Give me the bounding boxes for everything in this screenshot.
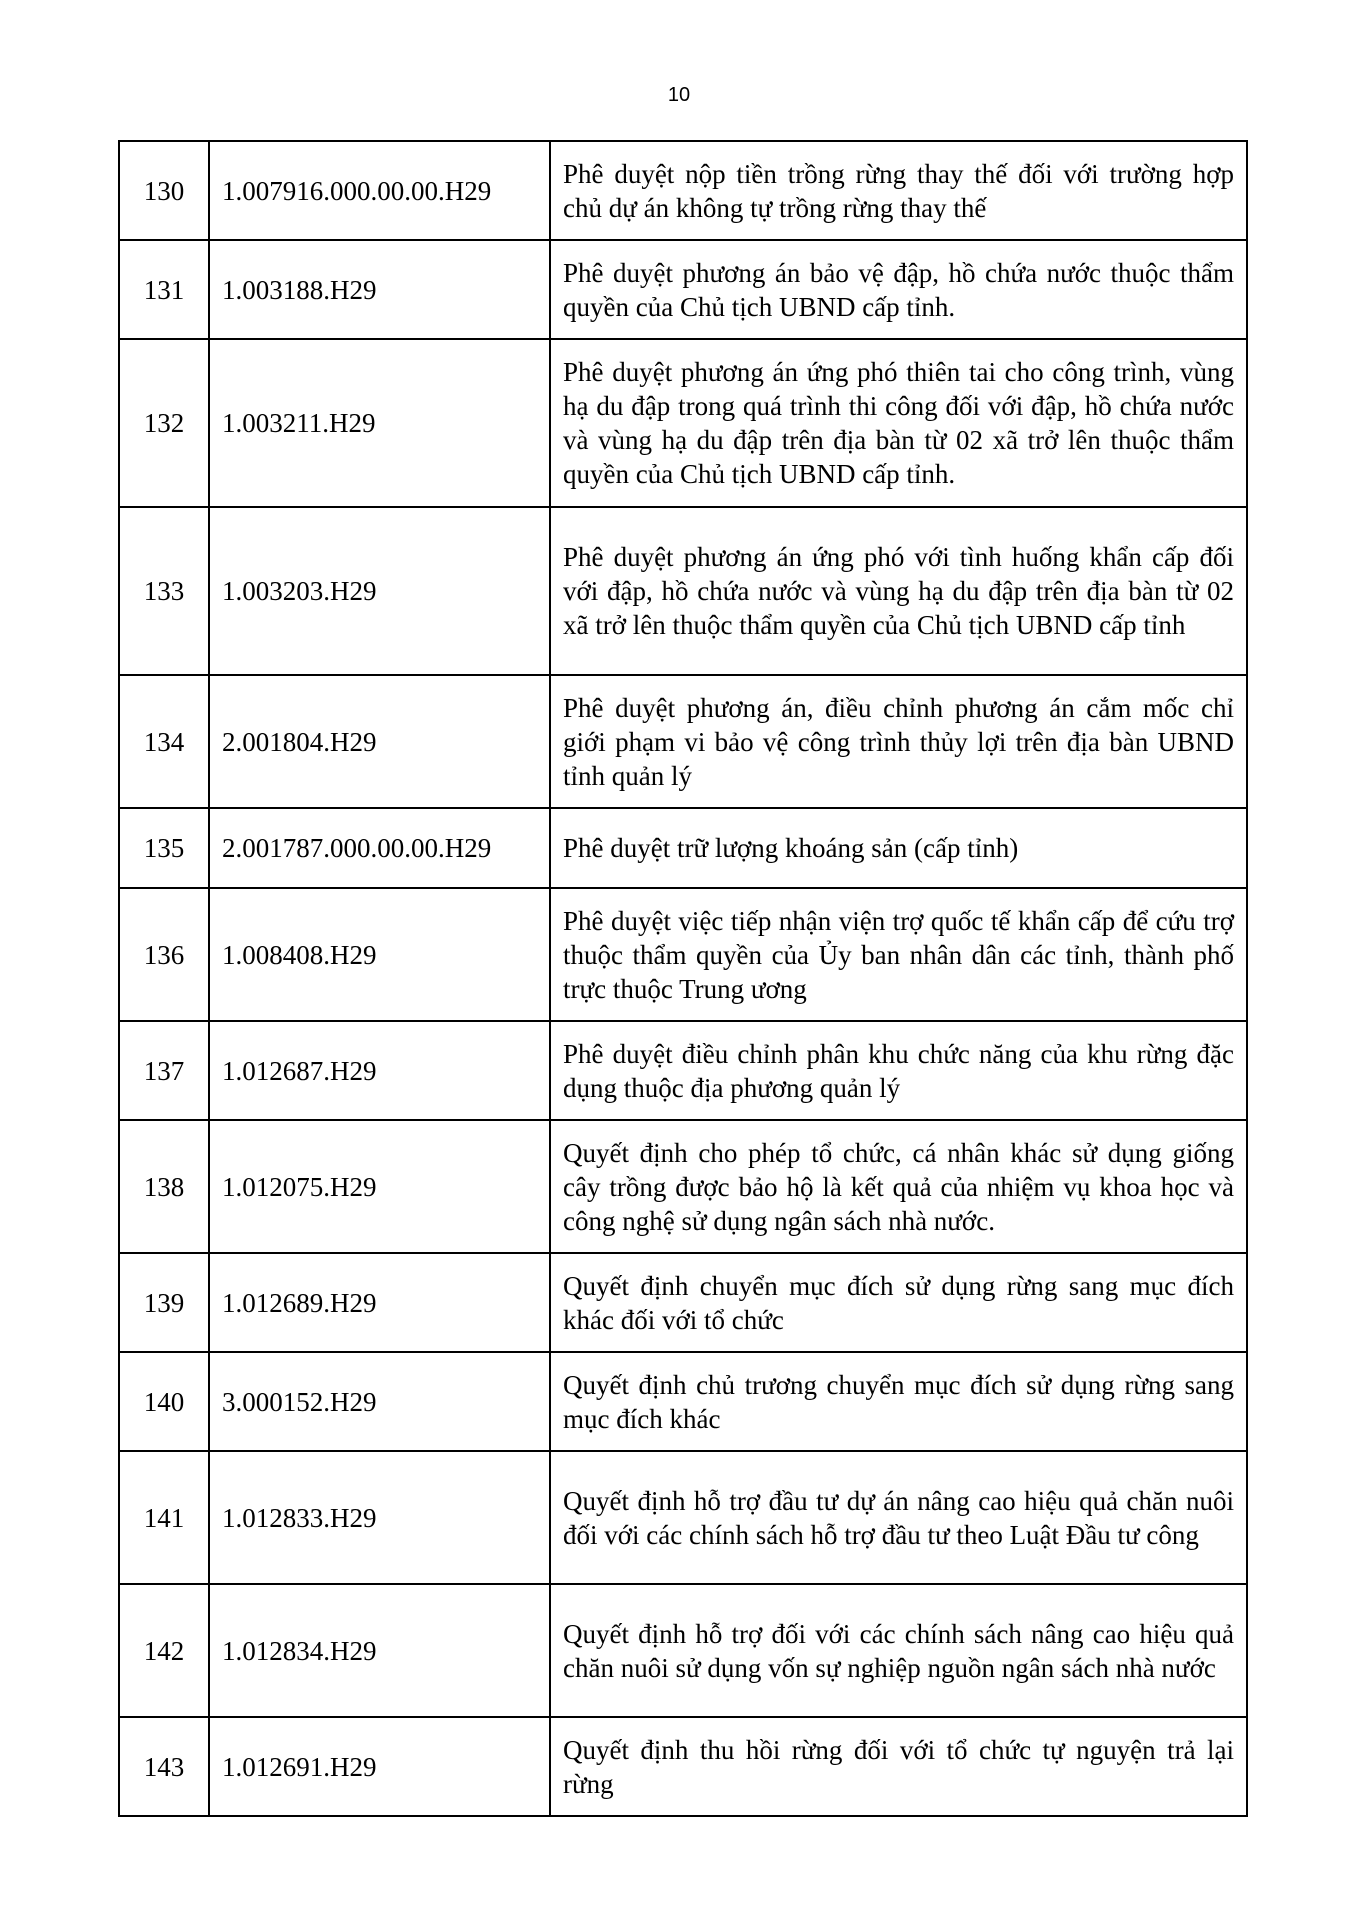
procedure-name: Phê duyệt điều chỉnh phân khu chức năng của khu rừng đặc dụng thuộc địa phương quản lý	[550, 1021, 1247, 1120]
procedure-code: 1.012689.H29	[209, 1253, 550, 1352]
row-number: 133	[119, 507, 209, 675]
row-number: 130	[119, 141, 209, 240]
table-row	[119, 675, 1247, 808]
table-row	[119, 1717, 1247, 1816]
row-number: 136	[119, 888, 209, 1021]
procedure-code: 1.008408.H29	[209, 888, 550, 1021]
procedure-code: 2.001804.H29	[209, 675, 550, 808]
page-number: 10	[667, 84, 691, 106]
procedure-name: Phê duyệt trữ lượng khoáng sản (cấp tỉnh)	[550, 808, 1247, 888]
procedure-code: 1.007916.000.00.00.H29	[209, 141, 550, 240]
row-number: 137	[119, 1021, 209, 1120]
row-number: 138	[119, 1120, 209, 1253]
procedure-name: Phê duyệt việc tiếp nhận viện trợ quốc tế khẩn cấp để cứu trợ thuộc thẩm quyền của Ủy ban nhân dân các tỉnh, thành phố trực thuộc Trung ương	[550, 888, 1247, 1021]
table-row	[119, 141, 1247, 240]
procedure-name: Phê duyệt nộp tiền trồng rừng thay thế đối với trường hợp chủ dự án không tự trồng rừng thay thế	[550, 141, 1247, 240]
table-row	[119, 240, 1247, 339]
table-row	[119, 507, 1247, 675]
table-row	[119, 1584, 1247, 1717]
procedure-name: Quyết định hỗ trợ đối với các chính sách nâng cao hiệu quả chăn nuôi sử dụng vốn sự nghiệp nguồn ngân sách nhà nước	[550, 1584, 1247, 1717]
row-number: 131	[119, 240, 209, 339]
procedure-code: 2.001787.000.00.00.H29	[209, 808, 550, 888]
table-row	[119, 808, 1247, 888]
row-number: 139	[119, 1253, 209, 1352]
procedure-code: 1.012691.H29	[209, 1717, 550, 1816]
procedure-table	[118, 140, 1248, 1817]
procedure-code: 1.003188.H29	[209, 240, 550, 339]
procedure-name: Quyết định hỗ trợ đầu tư dự án nâng cao hiệu quả chăn nuôi đối với các chính sách hỗ trợ đầu tư theo Luật Đầu tư công	[550, 1451, 1247, 1584]
procedure-name: Quyết định chủ trương chuyển mục đích sử dụng rừng sang mục đích khác	[550, 1352, 1247, 1451]
procedure-name: Quyết định chuyển mục đích sử dụng rừng sang mục đích khác đối với tổ chức	[550, 1253, 1247, 1352]
table-row	[119, 1120, 1247, 1253]
procedure-code: 1.012075.H29	[209, 1120, 550, 1253]
procedure-name: Quyết định cho phép tổ chức, cá nhân khác sử dụng giống cây trồng được bảo hộ là kết quả của nhiệm vụ khoa học và công nghệ sử dụng ngân sách nhà nước.	[550, 1120, 1247, 1253]
table-row	[119, 1253, 1247, 1352]
procedure-name: Phê duyệt phương án ứng phó thiên tai cho công trình, vùng hạ du đập trong quá trình thi công đối với đập, hồ chứa nước và vùng hạ du đập trên địa bàn từ 02 xã trở lên thuộc thẩm quyền của Chủ tịch UBND cấp tỉnh.	[550, 339, 1247, 507]
table-row	[119, 888, 1247, 1021]
procedure-code: 1.003203.H29	[209, 507, 550, 675]
procedure-code: 1.012834.H29	[209, 1584, 550, 1717]
row-number: 140	[119, 1352, 209, 1451]
procedure-name: Phê duyệt phương án, điều chỉnh phương án cắm mốc chỉ giới phạm vi bảo vệ công trình thủy lợi trên địa bàn UBND tỉnh quản lý	[550, 675, 1247, 808]
row-number: 143	[119, 1717, 209, 1816]
table-row	[119, 1352, 1247, 1451]
procedure-name: Quyết định thu hồi rừng đối với tổ chức tự nguyện trả lại rừng	[550, 1717, 1247, 1816]
row-number: 135	[119, 808, 209, 888]
procedure-code: 3.000152.H29	[209, 1352, 550, 1451]
row-number: 134	[119, 675, 209, 808]
procedure-code: 1.012687.H29	[209, 1021, 550, 1120]
procedure-code: 1.003211.H29	[209, 339, 550, 507]
table-row	[119, 1021, 1247, 1120]
row-number: 132	[119, 339, 209, 507]
table-row	[119, 1451, 1247, 1584]
procedure-name: Phê duyệt phương án bảo vệ đập, hồ chứa nước thuộc thẩm quyền của Chủ tịch UBND cấp tỉnh.	[550, 240, 1247, 339]
row-number: 141	[119, 1451, 209, 1584]
table-row	[119, 339, 1247, 507]
procedure-name: Phê duyệt phương án ứng phó với tình huống khẩn cấp đối với đập, hồ chứa nước và vùng hạ du đập trên địa bàn từ 02 xã trở lên thuộc thẩm quyền của Chủ tịch UBND cấp tỉnh	[550, 507, 1247, 675]
procedure-code: 1.012833.H29	[209, 1451, 550, 1584]
row-number: 142	[119, 1584, 209, 1717]
